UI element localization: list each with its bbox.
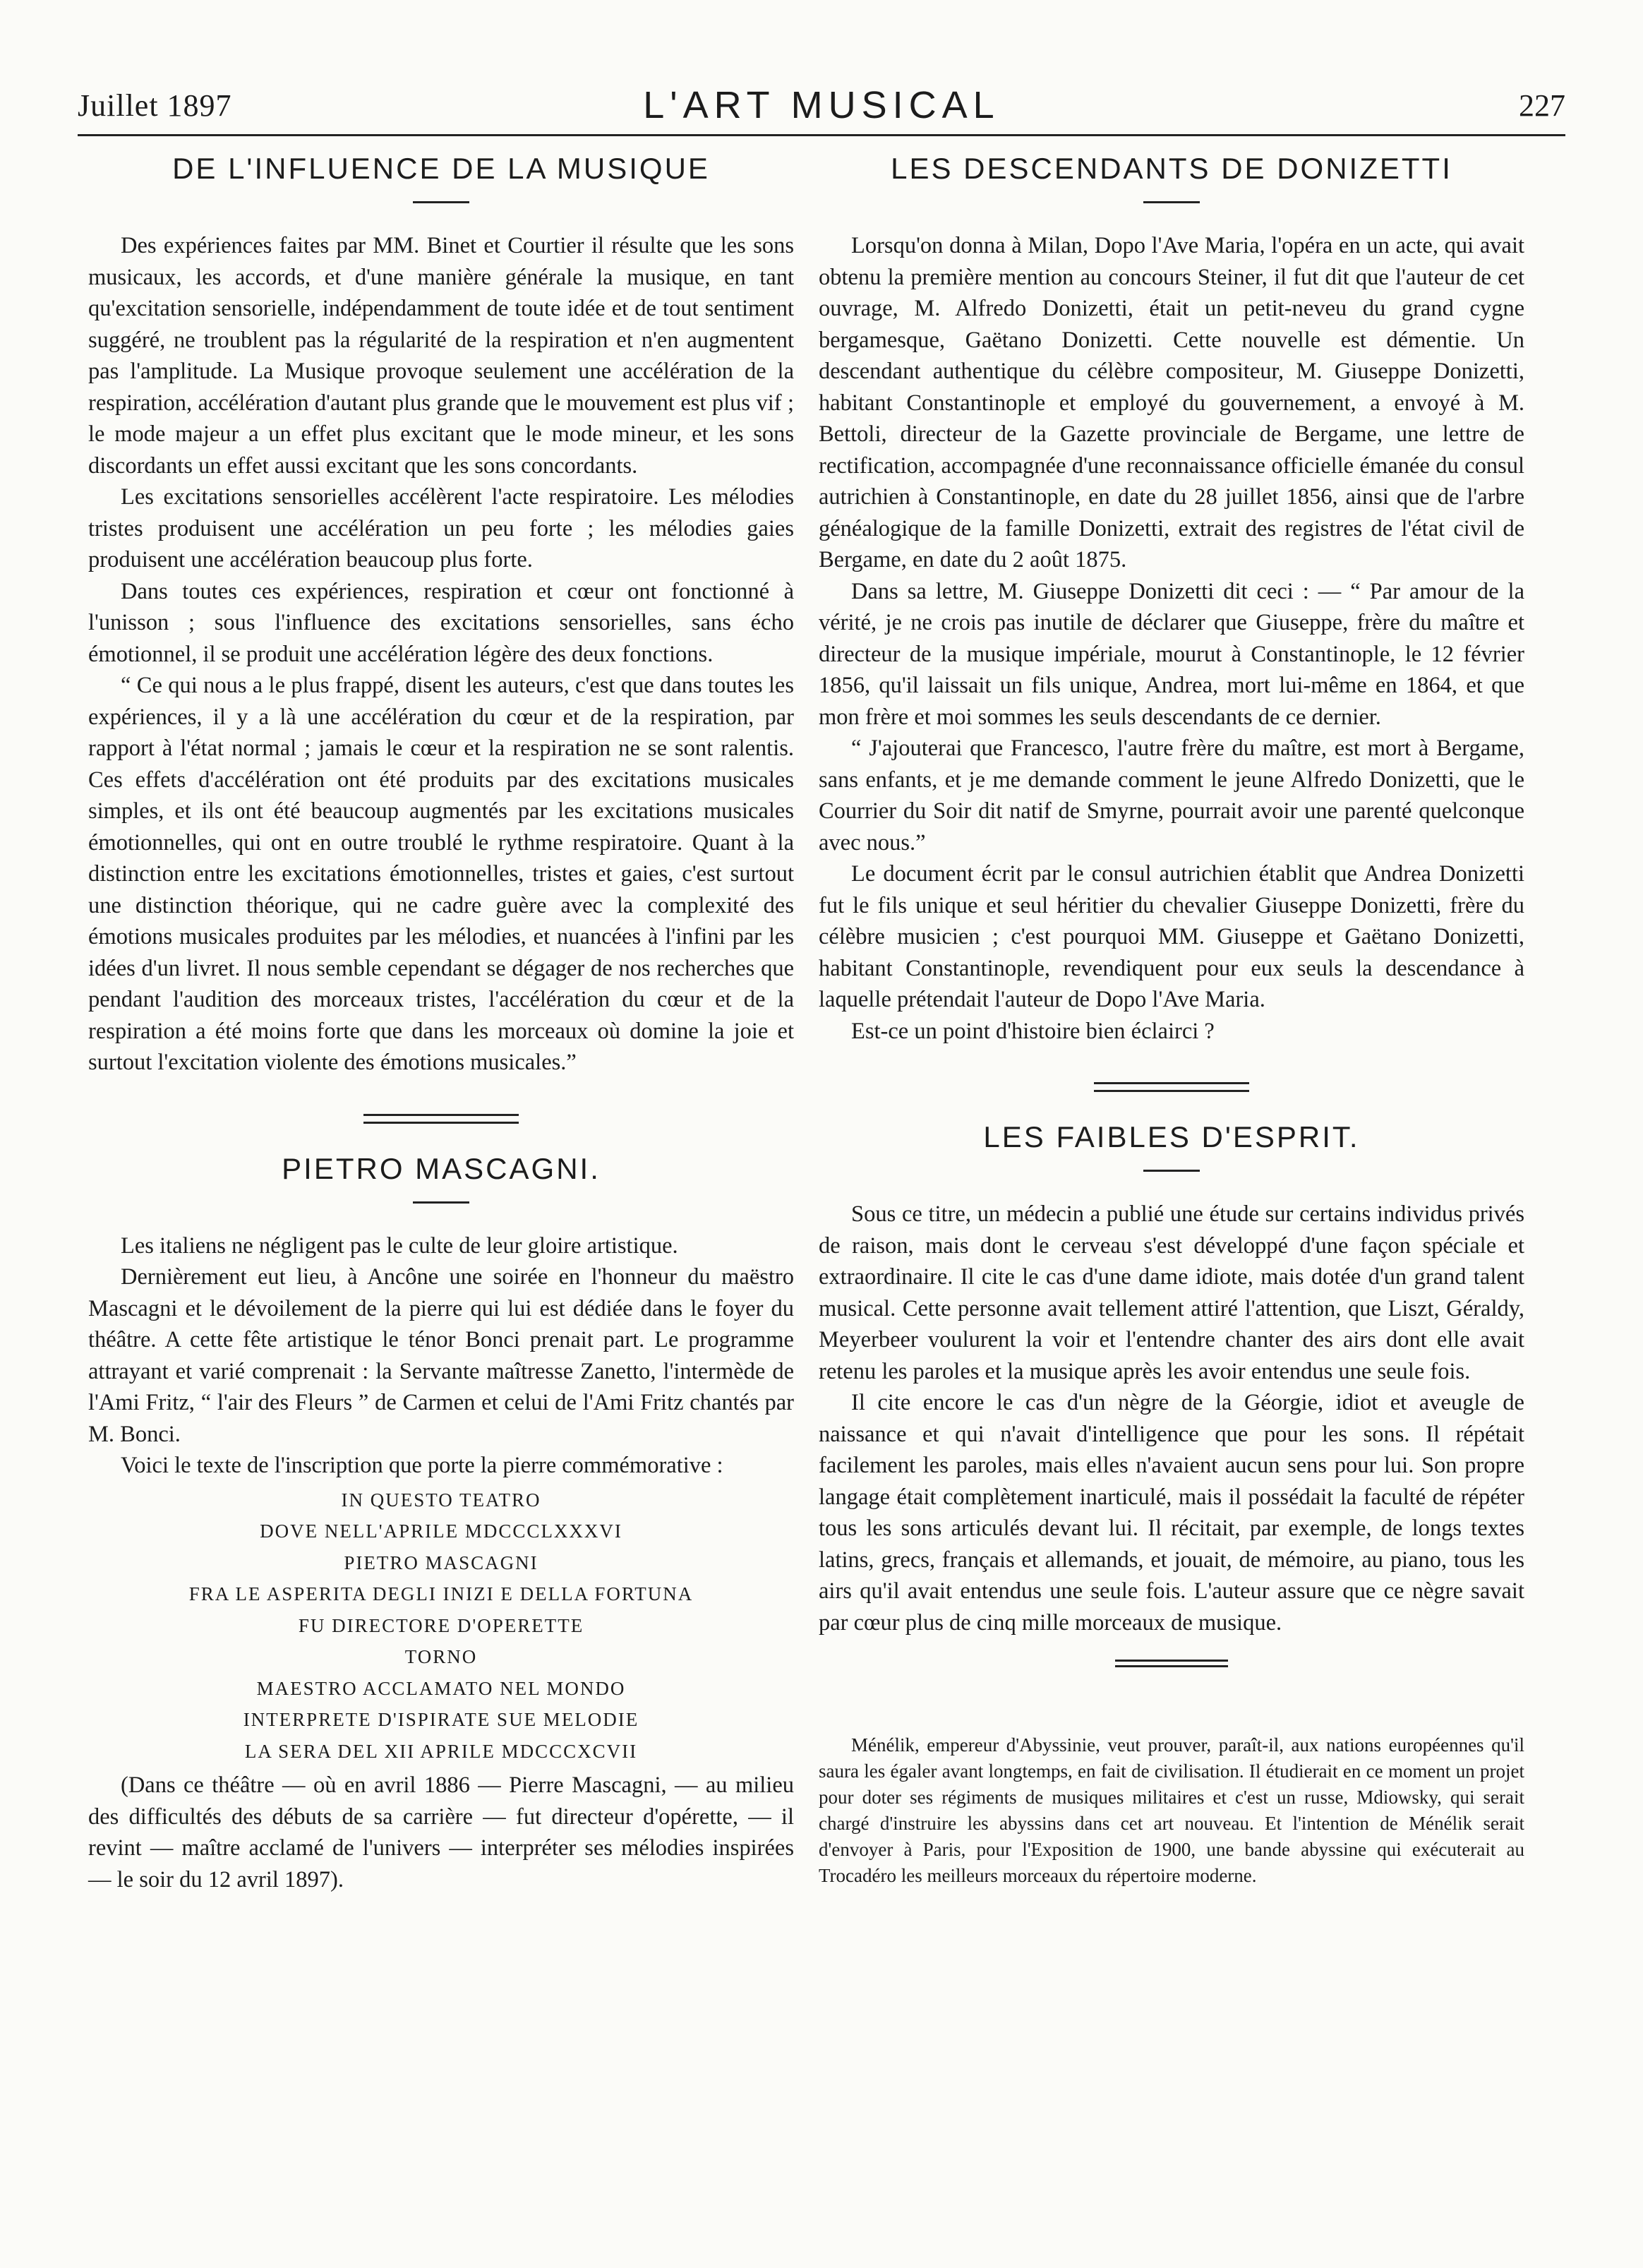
right-column <box>819 152 1524 1889</box>
inscription-line: TORNO <box>404 1646 478 1667</box>
title-dash <box>1143 201 1200 203</box>
page-number: 227 <box>1519 88 1565 123</box>
inscription <box>88 1484 794 1768</box>
section-separator <box>363 1114 519 1124</box>
page-header <box>78 78 1565 141</box>
inscription-line: MAESTRO ACCLAMATO NEL MONDO <box>256 1677 626 1699</box>
paragraph: Lorsqu'on donna à Milan, Dopo l'Ave Maria, l'opéra en un acte, qui avait obtenu la première mention au concours Steiner, il fut dit que l'auteur de cet ouvrage, M. Alfredo Donizetti, était un petit-neveu du grand cygne bergamesque, Gaëtano Donizetti. Cette nouvelle est démentie. Un descendant authentique du célèbre compositeur, M. Giuseppe Donizetti, habitant Constantinople et employé du gouvernement, a envoyé à M. Bettoli, directeur de la Gazette provinciale de Bergame, une lettre de rectification, accompagnée d'une reconnaissance officielle émanée du consul autrichien à Constantinople, en date du 28 juillet 1856, ainsi que de l'arbre généalogique de la famille Donizetti, extrait des registres de l'état civil de Bergame, en date du 2 août 1875. <box>819 233 1524 572</box>
paragraph: Le document écrit par le consul autrichien établit que Andrea Donizetti fut le fils unique et seul héritier du chevalier Giuseppe Donizetti, frère du célèbre musicien ; c'est pourquoi MM. Giuseppe et Gaëtano Donizetti, habitant Constantinople, revendiquent pour eux seuls la descendance à laquelle prétendait l'auteur de Dopo l'Ave Maria. <box>819 861 1524 1012</box>
header-rule <box>78 134 1565 136</box>
inscription-line: DOVE NELL'APRILE MDCCCLXXXVI <box>260 1520 622 1542</box>
article-title: PIETRO MASCAGNI. <box>282 1151 601 1185</box>
paragraph: Voici le texte de l'inscription que porte la pierre commémorative : <box>121 1453 723 1478</box>
article-donizetti <box>819 152 1524 1047</box>
inscription-line: IN QUESTO TEATRO <box>341 1489 541 1511</box>
journal-title: L'ART MUSICAL <box>643 84 1000 126</box>
issue-date: Juillet 1897 <box>78 88 232 123</box>
section-separator <box>1094 1082 1249 1092</box>
left-column <box>88 152 794 1895</box>
paragraph: Dans sa lettre, M. Giuseppe Donizetti dit ceci : — “ Par amour de la vérité, je ne crois pas inutile de déclarer que Giuseppe, frère du maître et directeur de la musique impériale, mourut à Constantinople, le 12 février 1856, qu'il laissait un fils unique, Andrea, mort lui-même en 1864, et que mon frère et moi sommes les seuls descendants de ce dernier. <box>819 578 1524 730</box>
inscription-line: PIETRO MASCAGNI <box>344 1552 538 1573</box>
article-title: LES DESCENDANTS DE DONIZETTI <box>891 152 1452 185</box>
article-influence <box>88 152 794 1079</box>
paragraph: “ J'ajouterai que Francesco, l'autre frère du maître, est mort à Bergame, sans enfants, et je me demande comment le jeune Alfredo Donizetti, que le Courrier du Soir dit natif de Smyrne, pourrait avoir une parenté quelconque avec nous.” <box>819 736 1524 856</box>
paragraph: “ Ce qui nous a le plus frappé, disent les auteurs, c'est que dans toutes les expériences, il y a là une accélération du cœur et de la respiration, par rapport à l'état normal ; jamais le cœur et la respiration ne se sont ralentis. Ces effets d'accélération ont été produits par des excitations musicales simples, et ils ont été beaucoup augmentés par les excitations musicales émotionnelles, qui ont en outre troublé le rythme respiratoire. Quant à la distinction entre les excitations émotionnelles, tristes et gaies, c'est surtout une distinction théorique, qui ne cadre guère avec la complexité des émotions musicales produites par les mélodies, et nuancées à l'infini par les idées d'un livret. Il nous semble cependant se dégager de nos recherches que pendant l'audition des morceaux tristes, l'accélération du cœur et de la respiration a été moins forte que dans les morceaux où domine la joie et surtout l'excitation violente des émotions musicales.” <box>88 673 794 1075</box>
article-mascagni <box>88 1152 794 1896</box>
section-separator <box>1115 1660 1228 1667</box>
title-dash <box>413 201 469 203</box>
paragraph: Des expériences faites par MM. Binet et Courtier il résulte que les sons musicaux, les accords, et d'une manière générale la musique, en tant qu'excitation sensorielle, indépendamment de toute idée et de tout sentiment suggéré, ne troublent pas la régularité de la respiration et n'en augmentent pas l'amplitude. La Musique provoque seulement une accélération de la respiration, accélération d'autant plus grande que le mouvement est plus vif ; le mode majeur a un effet plus excitant que le mode mineur, et les sons discordants un effet aussi excitant que les sons concordants. <box>88 233 794 479</box>
article-title: LES FAIBLES D'ESPRIT. <box>983 1120 1360 1153</box>
paragraph: Sous ce titre, un médecin a publié une étude sur certains individus privés de raison, mais dont le cerveau s'est développé d'une façon spéciale et extraordinaire. Il cite le cas d'une dame idiote, mais dotée d'un grand talent musical. Cette personne avait tellement attiré l'attention, que Liszt, Géraldy, Meyerbeer voulurent la voir et l'entendre chanter des airs dont elle avait retenu les paroles et la musique après les avoir entendus une seule fois. <box>819 1201 1524 1384</box>
paragraph: Dans toutes ces expériences, respiration et cœur ont fonctionné à l'unisson ; sous l'influence des excitations sensorielles, sans écho émotionnel, il se produit une accélération légère des deux fonctions. <box>88 578 794 667</box>
news-note <box>819 1732 1524 1889</box>
paragraph: Dernièrement eut lieu, à Ancône une soirée en l'honneur du maëstro Mascagni et le dévoilement de la pierre qui lui est dédiée dans le foyer du théâtre. A cette fête artistique le ténor Bonci prenait part. Le programme attrayant et varié comprenait : la Servante maîtresse Zanetto, l'intermède de l'Ami Fritz, “ l'air des Fleurs ” de Carmen et celui de l'Ami Fritz chantés par M. Bonci. <box>88 1264 794 1447</box>
paragraph: (Dans ce théâtre — où en avril 1886 — Pierre Mascagni, — au milieu des difficultés des débuts de sa carrière — fut directeur d'opérette, — il revint — maître acclamé de l'univers — interpréter ses mélodies inspirées — le soir du 12 avril 1897). <box>88 1772 794 1892</box>
article-faibles <box>819 1120 1524 1638</box>
title-dash <box>1143 1170 1200 1172</box>
paragraph: Est-ce un point d'histoire bien éclairci ? <box>851 1018 1215 1044</box>
inscription-line: FRA LE ASPERITA DEGLI INIZI E DELLA FORTUNA <box>188 1583 694 1604</box>
inscription-line: LA SERA DEL XII APRILE MDCCCXCVII <box>244 1740 638 1762</box>
paragraph: Les excitations sensorielles accélèrent l'acte respiratoire. Les mélodies tristes produisent une accélération un peu forte ; les mélodies gaies produisent une accélération beaucoup plus forte. <box>88 484 794 572</box>
title-dash <box>413 1201 469 1204</box>
paragraph: Les italiens ne négligent pas le culte de leur gloire artistique. <box>121 1232 678 1259</box>
paragraph: Il cite encore le cas d'un nègre de la Géorgie, idiot et aveugle de naissance et qui n'avait d'intelligence que pour les sons. Il répétait facilement les paroles, mais elles n'avaient aucun sens pour lui. Son propre langage était complètement inarticulé, mais il possédait la faculté de répéter tous les sons articulés devant lui. Il récitait, par exemple, de longs textes latins, grecs, français et allemands, et jouait, de mémoire, au piano, tous les airs qu'il avait entendus une seule fois. L'auteur assure que ce nègre savait par cœur plus de cinq mille morceaux de musique. <box>819 1390 1524 1636</box>
inscription-line: FU DIRECTORE D'OPERETTE <box>298 1614 584 1636</box>
inscription-line: INTERPRETE D'ISPIRATE SUE MELODIE <box>243 1709 639 1730</box>
article-title: DE L'INFLUENCE DE LA MUSIQUE <box>172 152 710 185</box>
note-text: Ménélik, empereur d'Abyssinie, veut prouver, paraît-il, aux nations européennes qu'il saura les égaler avant longtemps, en fait de civilisation. Il étudierait en ce moment un projet pour doter ses régiments de musiques militaires et c'est un russe, Mdiowsky, qui serait chargé d'instruire les abyssins dans cet art nouveau. Et l'intention de Ménélik serait d'envoyer à Paris, pour l'Exposition de 1900, une bande abyssine qui exécuterait au Trocadéro les meilleurs morceaux du répertoire moderne. <box>819 1734 1524 1886</box>
